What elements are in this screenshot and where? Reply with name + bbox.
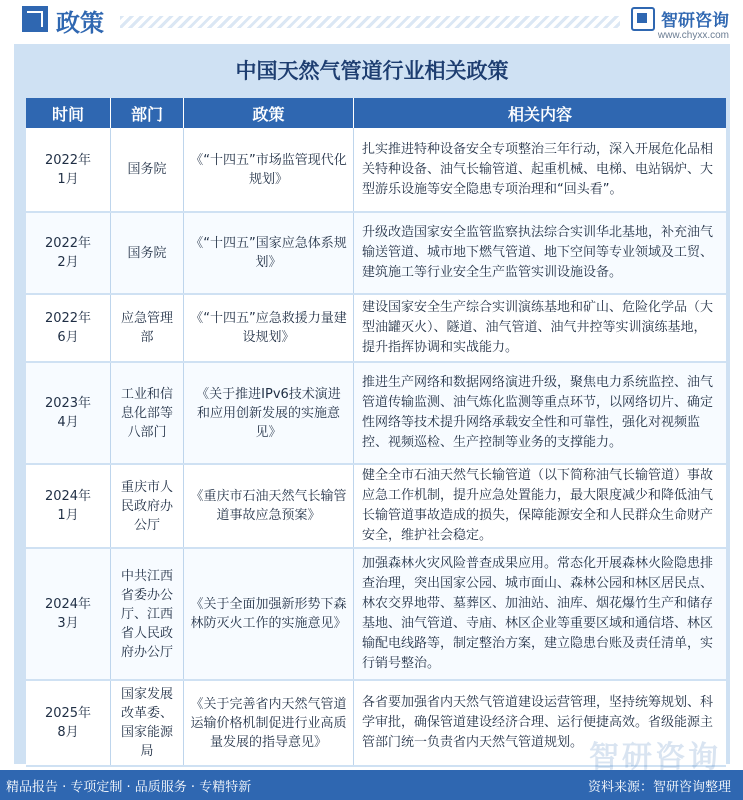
cell-policy: 《“十四五”应急救援力量建设规划》 <box>184 295 354 361</box>
cell-content: 升级改造国家安全监管监察执法综合实训华北基地，补充油气输送管道、城市地下燃气管道、地下空间等专业领域及工贸、建筑施工等行业安全生产监管实训设施设备。 <box>362 225 714 280</box>
section-title: 政策 <box>56 8 104 37</box>
cell-dept: 重庆市人民政府办公厅 <box>111 465 184 547</box>
policy-panel <box>14 44 730 764</box>
table-row <box>26 213 726 295</box>
cell-dept: 中共江西省委办公厅、江西省人民政府办公厅 <box>111 549 184 679</box>
table-row <box>26 363 726 465</box>
cell-time: 2023年 4月 <box>26 363 111 463</box>
table-row <box>26 128 726 213</box>
cell-dept: 工业和信息化部等八部门 <box>111 363 184 463</box>
cell-content: 建设国家安全生产综合实训演练基地和矿山、危险化学品（大型油罐灭火）、隧道、油气管道、油气井控等实训演练基地，提升指挥协调和实战能力。 <box>362 300 714 355</box>
cell-content: 各省要加强省内天然气管道建设运营管理，坚持统筹规划、科学审批，确保管道建设经济合理、运行便捷高效。省级能源主管部门统一负责省内天然气管道规划。 <box>362 695 714 750</box>
cell-dept: 国家发展改革委、国家能源局 <box>111 681 184 765</box>
cell-time: 2024年 1月 <box>26 465 111 547</box>
table-header-row <box>26 98 726 128</box>
cell-policy: 《关于完善省内天然气管道运输价格机制促进行业高质量发展的指导意见》 <box>184 681 354 765</box>
logo-icon <box>631 7 655 31</box>
cell-dept: 应急管理部 <box>111 295 184 361</box>
cell-content: 加强森林火灾风险普查成果应用。常态化开展森林火险隐患排查治理，突出国家公园、城市面山、森林公园和林区居民点、林农交界地带、墓葬区、加油站、油库、烟花爆竹生产和储存基地、油气管道、寺庙、林区企业等重要区域和通信塔、林区输配电线路等，制定整治方案，建立隐患台账及责任清单，实行销号整治。 <box>362 556 714 671</box>
footer-source: 资料来源：智研咨询整理 <box>587 780 731 795</box>
cell-policy: 《“十四五”市场监管现代化规划》 <box>184 128 354 211</box>
cell-policy: 《“十四五”国家应急体系规划》 <box>184 213 354 293</box>
table-row <box>26 295 726 363</box>
table-row <box>26 681 726 767</box>
cell-policy: 《关于全面加强新形势下森林防灭火工作的实施意见》 <box>184 549 354 679</box>
brand-logo <box>631 6 729 31</box>
table-row <box>26 465 726 549</box>
cell-time: 2024年 3月 <box>26 549 111 679</box>
section-icon <box>22 6 48 32</box>
table-title: 中国天然气管道行业相关政策 <box>235 58 509 83</box>
header-cell-content: 相关内容 <box>507 104 572 124</box>
header-stripes <box>120 16 620 28</box>
footer-slogan: 精品报告 · 专项定制 · 品质服务 · 专精特新 <box>6 780 252 795</box>
cell-time: 2022年 1月 <box>26 128 111 211</box>
cell-time: 2022年 6月 <box>26 295 111 361</box>
cell-content: 扎实推进特种设备安全专项整治三年行动，深入开展危化品相关特种设备、油气长输管道、起重机械、电梯、电站锅炉、大型游乐设施等安全隐患专项治理和“回头看”。 <box>362 141 714 197</box>
table-body <box>26 128 726 767</box>
header-cell-policy: 政策 <box>184 98 354 128</box>
logo-text: 智研咨询 <box>661 11 729 31</box>
table-row <box>26 549 726 681</box>
cell-time: 2022年 2月 <box>26 213 111 293</box>
site-url: www.chyxx.com <box>657 30 729 41</box>
footer-bar <box>0 770 743 800</box>
header <box>0 0 743 44</box>
cell-content: 推进生产网络和数据网络演进升级，聚焦电力系统监控、油气管道传输监测、油气炼化监测等重点环节，以网络切片、确定性网络等技术提升网络承载安全性和可靠性，强化对视频监控、视频巡检、生产控制等业务的支撑能力。 <box>362 375 714 450</box>
policy-table <box>26 98 726 767</box>
cell-dept: 国务院 <box>111 128 184 211</box>
header-cell-dept: 部门 <box>111 98 184 128</box>
cell-policy: 《重庆市石油天然气长输管道事故应急预案》 <box>184 465 354 547</box>
cell-policy: 《关于推进IPv6技术演进和应用创新发展的实施意见》 <box>184 363 354 463</box>
cell-time: 2025年 8月 <box>26 681 111 765</box>
cell-content: 健全全市石油天然气长输管道（以下简称油气长输管道）事故应急工作机制，提升应急处置能力，最大限度减少和降低油气长输管道事故造成的损失，保障能源安全和人民群众生命财产安全，维护社会稳定。 <box>362 468 714 543</box>
cell-dept: 国务院 <box>111 213 184 293</box>
header-cell-time: 时间 <box>26 98 111 128</box>
